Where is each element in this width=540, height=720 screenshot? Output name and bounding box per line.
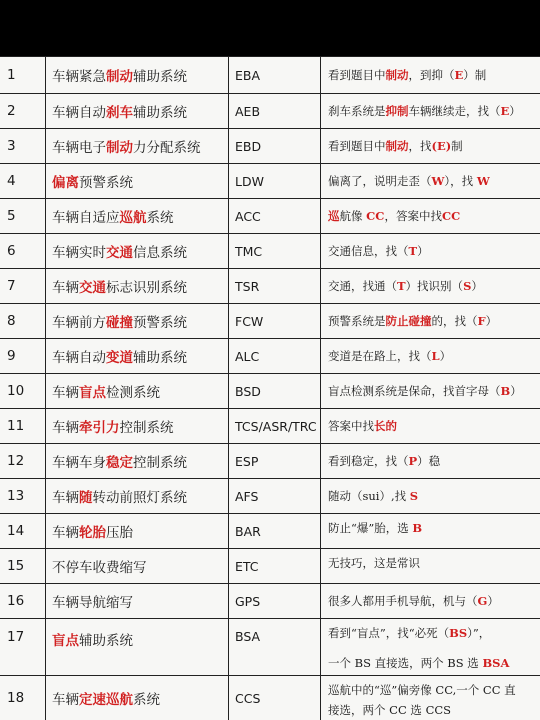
memory-tip [321,234,540,269]
highlight-text: BS [449,626,468,640]
plain-text: 信息系统 [133,245,187,261]
table-row [0,374,540,409]
highlight-text: CC [366,209,385,223]
table-row [0,164,540,199]
system-abbreviation: BSA [229,619,321,676]
system-name [46,269,229,304]
system-name [46,676,229,720]
plain-text: 航像 [339,209,367,223]
table-row [0,94,540,129]
table-row [0,444,540,479]
plain-text: 预警系统 [79,175,133,191]
tip-line [328,653,540,673]
plain-text: 看到题目中 [328,139,386,153]
plain-text: ） [439,349,452,363]
plain-text: 压胎 [106,525,133,541]
highlight-text: 偏离 [52,175,79,191]
highlight-text: W [476,174,490,188]
system-abbreviation: AEB [229,94,321,129]
system-abbreviation: EBD [229,129,321,164]
row-number: 17 [0,619,46,676]
highlight-text: F [477,314,486,328]
memory-tip [321,129,540,164]
plain-text: ）制 [463,68,487,82]
highlight-text: CC [441,209,461,223]
plain-text: ）”， [467,626,491,640]
highlight-text: 碰撞 [106,315,133,331]
plain-text: 控制系统 [133,455,187,471]
plain-text: 预警系统是 [328,314,386,328]
plain-text: 辅助系统 [133,105,187,121]
plain-text: 转动前照灯系统 [92,490,187,506]
system-name [46,234,229,269]
plain-text: ）找识别（ [405,279,464,293]
plain-text: 控制系统 [119,420,174,436]
highlight-text: E [500,104,510,118]
highlight-text: 轮胎 [79,525,106,541]
plain-text: ，答案中找 [384,209,442,223]
car-systems-table [0,56,540,720]
plain-text: 车辆紧急 [52,69,106,85]
table-row [0,619,540,676]
memory-tip [321,549,540,584]
plain-text: 巡航中的“巡”偏旁像 CC,一个 CC 直 [328,683,516,697]
memory-tip [321,514,540,549]
system-name [46,444,229,479]
plain-text: 盲点检测系统是保命，找首字母（ [328,384,501,398]
highlight-text: 交通 [79,280,106,296]
plain-text: 标志识别系统 [106,280,187,296]
highlight-text: 制动 [385,68,409,82]
system-abbreviation: FCW [229,304,321,339]
highlight-text: B [500,384,511,398]
highlight-text: 抑制 [385,104,409,118]
plain-text: 制 [451,139,463,153]
plain-text: 车辆自动 [52,105,106,121]
highlight-text: 盲点 [52,633,79,649]
plain-text: 车辆导航缩写 [52,595,133,611]
system-abbreviation: AFS [229,479,321,514]
highlight-text: S [409,489,419,503]
highlight-text: B [412,521,423,535]
table-row [0,339,540,374]
table-row [0,57,540,94]
highlight-text: 长的 [374,419,397,433]
plain-text: 车辆 [52,692,79,708]
plain-text: 车辆继续走，找（ [408,104,501,118]
row-number: 14 [0,514,46,549]
memory-tip [321,339,540,374]
plain-text: 刹车系统是 [328,104,386,118]
system-abbreviation: TCS/ASR/TRC [229,409,321,444]
document-sheet [0,56,540,720]
plain-text: 车辆实时 [52,245,106,261]
highlight-text: G [477,594,488,608]
system-name [46,584,229,619]
system-name [46,619,229,676]
plain-text: 看到稳定，找（ [328,454,409,468]
plain-text: 随动（sui）,找 [328,489,410,503]
plain-text: ） [509,104,521,118]
plain-text: 检测系统 [106,385,160,401]
row-number: 12 [0,444,46,479]
table-row [0,584,540,619]
highlight-text: 交通 [106,245,133,261]
plain-text: 车辆 [52,280,79,296]
top-black-bar [0,0,540,56]
memory-tip [321,409,540,444]
memory-tip [321,304,540,339]
plain-text: 不停车收费缩写 [52,560,147,576]
tip-line [328,700,540,720]
system-abbreviation: GPS [229,584,321,619]
plain-text: ） [485,314,498,328]
highlight-text: (E) [431,139,452,153]
highlight-text: 巡 [328,209,340,223]
highlight-text: L [431,349,440,363]
system-abbreviation: LDW [229,164,321,199]
memory-tip [321,444,540,479]
plain-text: 答案中找 [328,419,374,433]
plain-text: ）稳 [417,454,441,468]
plain-text: 看到“盲点”，找“必死（ [328,626,450,640]
plain-text: 无技巧，这是常识 [328,556,420,570]
row-number: 15 [0,549,46,584]
system-abbreviation: ALC [229,339,321,374]
plain-text: ），找 [444,174,477,188]
memory-tip [321,57,540,94]
system-name [46,514,229,549]
highlight-text: W [431,174,445,188]
system-name [46,304,229,339]
highlight-text: 制动 [385,139,409,153]
plain-text: 预警系统 [133,315,187,331]
highlight-text: 随 [79,490,93,506]
system-name [46,57,229,94]
system-abbreviation: TMC [229,234,321,269]
memory-tip [321,94,540,129]
row-number: 4 [0,164,46,199]
system-name [46,479,229,514]
plain-text: ） [487,594,499,608]
row-number: 16 [0,584,46,619]
plain-text: 接选，两个 CC 选 CCS [328,703,452,717]
system-abbreviation: ESP [229,444,321,479]
table-row [0,676,540,720]
row-number: 2 [0,94,46,129]
plain-text: 辅助系统 [133,350,187,366]
highlight-text: T [408,244,418,258]
highlight-text: 牵引力 [79,420,120,436]
system-abbreviation: TSR [229,269,321,304]
row-number: 1 [0,57,46,94]
highlight-text: 巡航 [119,210,147,226]
plain-text: 防止“爆”胎，选 [328,521,413,535]
highlight-text: 稳定 [106,455,133,471]
plain-text: ） [471,279,483,293]
row-number: 5 [0,199,46,234]
highlight-text: BSA [482,656,510,670]
highlight-text: 防止碰撞 [385,314,432,328]
memory-tip [321,199,540,234]
plain-text: 车辆 [52,490,79,506]
plain-text: 交通，找通（ [328,279,397,293]
system-name [46,549,229,584]
plain-text: ） [510,384,522,398]
plain-text: 变道是在路上，找（ [328,349,432,363]
highlight-text: P [408,454,418,468]
memory-tip [321,479,540,514]
plain-text: ，到抑（ [408,68,455,82]
tip-line [328,680,540,700]
highlight-text: E [454,68,464,82]
row-number: 18 [0,676,46,720]
plain-text: 辅助系统 [79,633,133,649]
system-name [46,94,229,129]
plain-text: 系统 [133,692,160,708]
plain-text: 一个 BS 直接选，两个 BS 选 [328,656,483,670]
plain-text: 辅助系统 [133,69,187,85]
table-row [0,409,540,444]
plain-text: 看到题目中 [328,68,386,82]
row-number: 13 [0,479,46,514]
highlight-text: S [463,279,472,293]
highlight-text: 制动 [106,140,133,156]
plain-text: 车辆前方 [52,315,106,331]
system-name [46,164,229,199]
plain-text: 交通信息，找（ [328,244,409,258]
system-abbreviation: ETC [229,549,321,584]
row-number: 6 [0,234,46,269]
plain-text: 车辆车身 [52,455,106,471]
system-name [46,129,229,164]
plain-text: ，找 [408,139,432,153]
table-row [0,234,540,269]
system-abbreviation: BAR [229,514,321,549]
row-number: 8 [0,304,46,339]
plain-text: 的，找（ [431,314,478,328]
plain-text: ） [417,244,429,258]
plain-text: 车辆 [52,525,79,541]
row-number: 3 [0,129,46,164]
tip-line [328,623,540,643]
system-name [46,199,229,234]
table-row [0,129,540,164]
row-number: 10 [0,374,46,409]
plain-text: 车辆自适应 [52,210,120,226]
system-name [46,374,229,409]
row-number: 11 [0,409,46,444]
plain-text: 很多人都用手机导航，机与（ [328,594,478,608]
memory-tip [321,676,540,720]
highlight-text: 定速巡航 [79,692,133,708]
table-row [0,269,540,304]
highlight-text: 变道 [106,350,133,366]
plain-text: 力分配系统 [133,140,201,156]
system-abbreviation: BSD [229,374,321,409]
system-name [46,409,229,444]
memory-tip [321,584,540,619]
system-abbreviation: CCS [229,676,321,720]
plain-text: 车辆自动 [52,350,106,366]
table-row [0,304,540,339]
highlight-text: 制动 [106,69,133,85]
table-row [0,549,540,584]
table-row [0,514,540,549]
highlight-text: 盲点 [79,385,106,401]
memory-tip [321,619,540,676]
plain-text: 系统 [146,210,174,226]
plain-text: 车辆电子 [52,140,106,156]
row-number: 7 [0,269,46,304]
row-number: 9 [0,339,46,374]
plain-text: 车辆 [52,420,79,436]
system-name [46,339,229,374]
plain-text: 偏离了，说明走歪（ [328,174,432,188]
highlight-text: T [397,279,406,293]
highlight-text: 刹车 [106,105,133,121]
table-row [0,199,540,234]
system-abbreviation: ACC [229,199,321,234]
memory-tip [321,269,540,304]
plain-text: 车辆 [52,385,79,401]
memory-tip [321,374,540,409]
table-row [0,479,540,514]
system-abbreviation: EBA [229,57,321,94]
memory-tip [321,164,540,199]
